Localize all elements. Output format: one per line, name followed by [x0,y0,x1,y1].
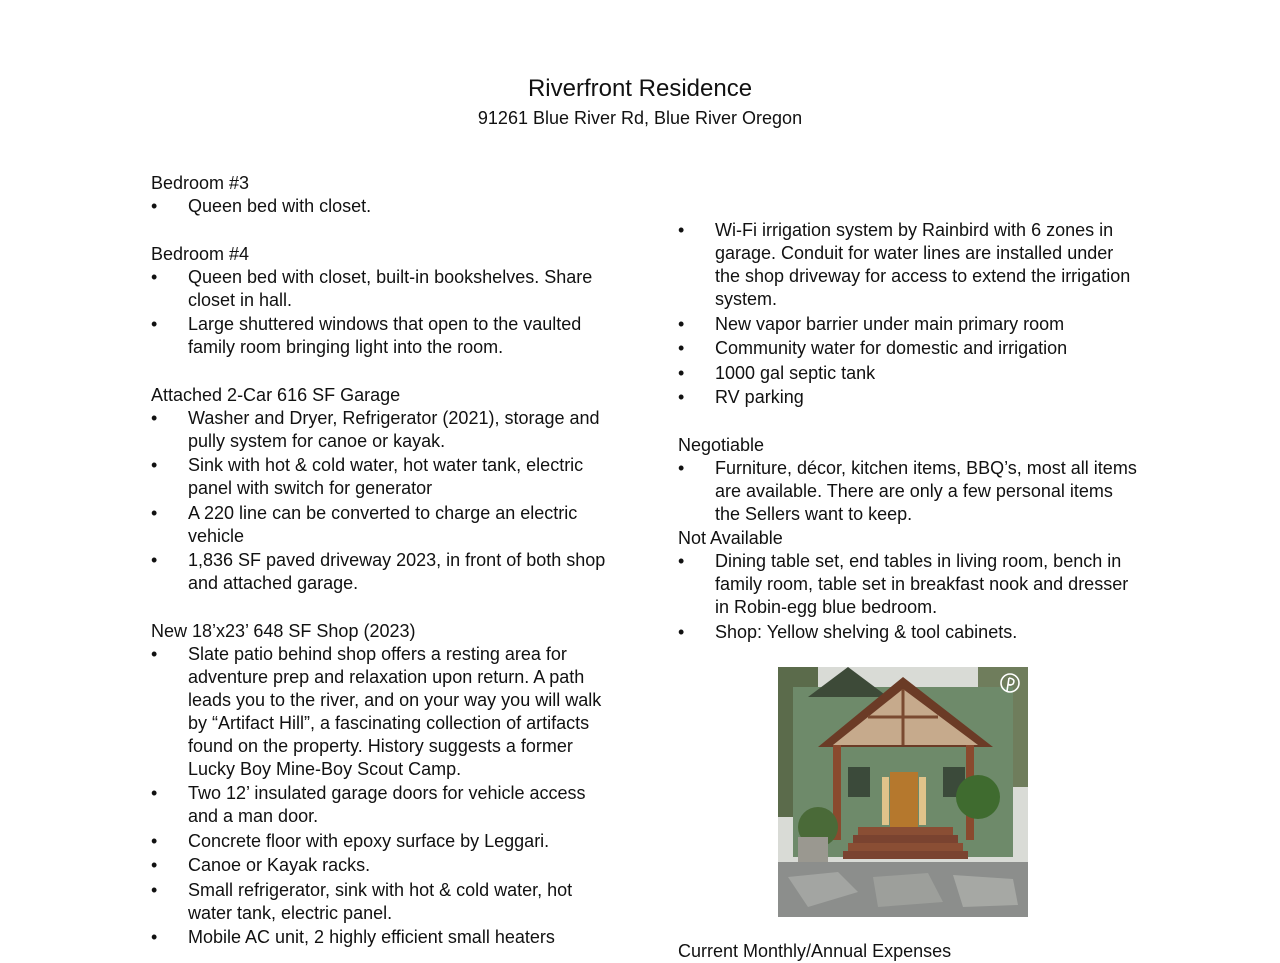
list-item-text: Sink with hot & cold water, hot water tank, electric panel with switch for generator [188,455,584,498]
shop-heading: New 18’x23’ 648 SF Shop (2023) [151,620,416,641]
list-item [678,621,1138,644]
list-item-text: Queen bed with closet, built-in bookshelves. Share closet in hall. [188,266,593,310]
bullet-glyph: • [151,407,158,428]
bullet-glyph: • [678,362,685,383]
list-item [678,313,1138,336]
list-item [151,879,611,925]
left-column [151,172,611,951]
garage-list [151,407,611,596]
list-item [151,454,611,500]
bedroom3-list [151,195,611,218]
list-item-text: Queen bed with closet. [188,196,372,216]
list-item [151,407,611,453]
list-item-text: Shop: Yellow shelving & tool cabinets. [715,621,1018,642]
bullet-glyph: • [678,338,685,358]
list-item [151,926,611,949]
list-item-text: Mobile AC unit, 2 highly efficient small heaters [188,927,555,947]
bullet-glyph: • [678,457,685,478]
list-item [678,362,1138,385]
list-item [151,549,611,595]
list-item [678,337,1138,360]
bullet-glyph: • [151,455,158,475]
bullet-glyph: • [151,266,158,287]
list-item-text: Washer and Dryer, Refrigerator (2021), storage and pully system for canoe or kayak. [188,407,600,451]
list-item-text: Dining table set, end tables in living room, bench in family room, table set in breakfast nook and dresser in Robin-egg blue bedroom. [715,551,1129,617]
page-header [0,74,1280,130]
list-item-text: RV parking [715,387,804,407]
list-item [678,386,1138,409]
expenses-heading: Current Monthly/Annual Expenses [678,941,952,961]
right-column [678,219,1138,645]
list-item [151,854,611,877]
list-item-text: 1,836 SF paved driveway 2023, in front of both shop and attached garage. [188,550,606,593]
not-available-list [678,550,1138,644]
page-title: Riverfront Residence [527,75,753,102]
bullet-glyph: • [678,551,685,571]
list-item [151,313,611,359]
bullet-glyph: • [151,550,158,570]
list-item-text: Canoe or Kayak racks. [188,855,371,875]
negotiable-heading: Negotiable [678,434,765,455]
bullet-glyph: • [678,387,685,407]
list-item [678,219,1138,311]
not-available-heading: Not Available [678,528,783,548]
list-item [151,266,611,312]
property-address: 91261 Blue River Rd, Blue River Oregon [477,108,803,128]
list-item [151,195,611,218]
list-item-text: Concrete floor with epoxy surface by Leggari. [188,830,550,851]
bullet-glyph: • [151,643,158,664]
list-item-text: 1000 gal septic tank [715,362,876,383]
list-item [151,643,611,781]
list-item-text: A 220 line can be converted to charge an electric vehicle [188,502,578,546]
list-item [678,457,1138,526]
bullet-glyph: • [151,502,158,523]
list-item-text: Community water for domestic and irrigation [715,338,1068,358]
garage-heading: Attached 2-Car 616 SF Garage [151,384,401,405]
list-item-text: Furniture, décor, kitchen items, BBQ’s, most all items are available. There are only a few personal items the Sellers want to keep. [715,457,1137,524]
list-item [678,550,1138,619]
negotiable-list [678,457,1138,526]
bullet-glyph: • [678,313,685,334]
bullet-glyph: • [151,830,158,851]
bullet-glyph: • [151,314,158,334]
list-item [151,502,611,548]
bullet-glyph: • [151,855,158,875]
bullet-glyph: • [151,879,158,900]
list-item [151,830,611,853]
bedroom4-list [151,266,611,360]
bullet-glyph: • [151,927,158,947]
house-porch-image [778,667,1028,917]
list-item-text: Slate patio behind shop offers a resting area for adventure prep and relaxation upon return. A path leads you to the river, and on your way you will walk by “Artifact Hill”, a fascinating collection of artifacts found on the property. History suggests a former Lucky Boy Mine-Boy Scout Camp. [188,643,602,779]
bullet-glyph: • [678,220,685,240]
bullet-glyph: • [151,196,158,216]
features-list [678,219,1138,409]
list-item-text: Two 12’ insulated garage doors for vehicle access and a man door. [188,783,586,826]
list-item-text: Large shuttered windows that open to the vaulted family room bringing light into the room. [188,314,582,357]
list-item-text: New vapor barrier under main primary room [715,313,1065,334]
bedroom4-heading: Bedroom #4 [151,243,250,264]
list-item-text: Small refrigerator, sink with hot & cold water, hot water tank, electric panel. [188,879,573,923]
list-item-text: Wi-Fi irrigation system by Rainbird with 6 zones in garage. Conduit for water lines are installed under the shop driveway for access to extend the irrigation system. [715,220,1131,309]
house-porch-photo [778,667,1028,917]
list-item [151,782,611,828]
bedroom3-heading: Bedroom #3 [151,173,250,193]
shop-list [151,643,611,950]
bullet-glyph: • [678,621,685,642]
bullet-glyph: • [151,783,158,803]
